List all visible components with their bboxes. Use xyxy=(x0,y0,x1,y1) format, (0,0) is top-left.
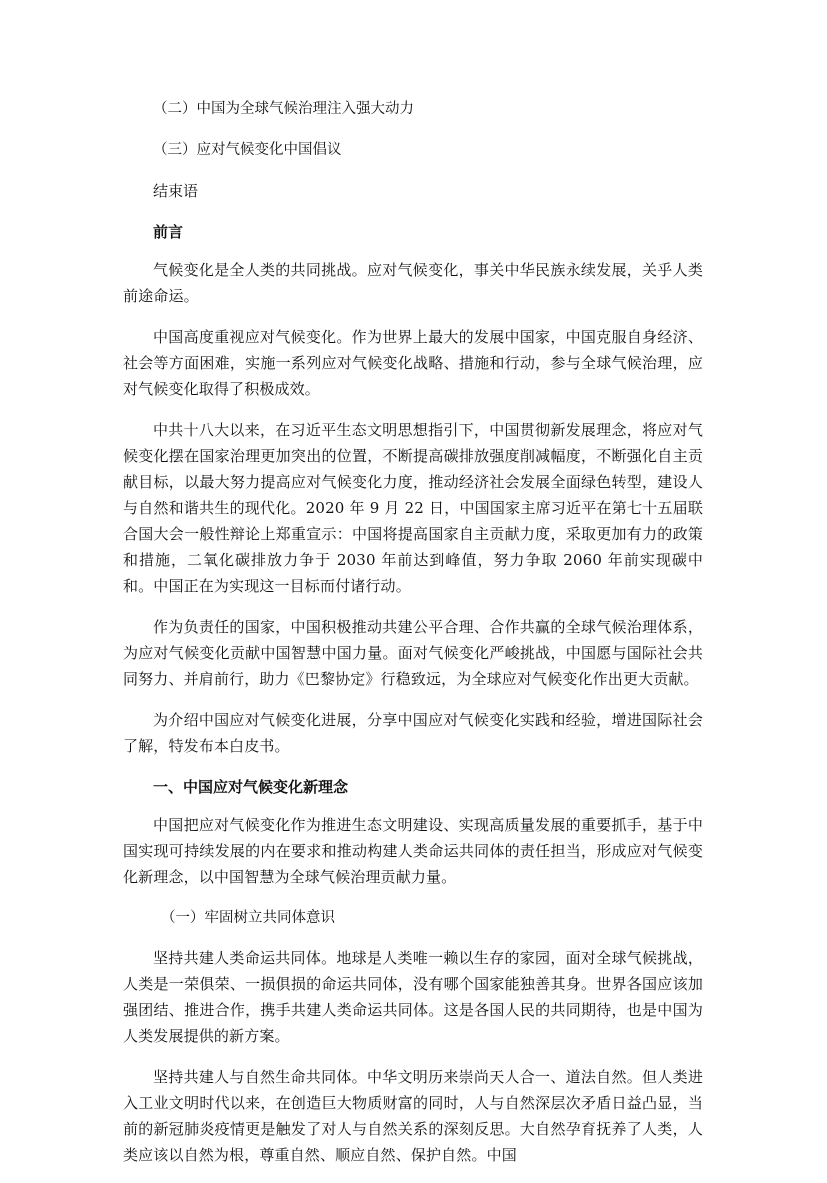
toc-item-2: （二）中国为全球气候治理注入强大动力 xyxy=(153,101,414,117)
toc-item-3: （三）应对气候变化中国倡议 xyxy=(153,142,342,158)
section-heading: 一、中国应对气候变化新理念 xyxy=(153,778,349,796)
paragraph: 坚持共建人与自然生命共同体。中华文明历来崇尚天人合一、道法自然。但人类进入工业文明时代以来，在创造巨大物质财富的同时，人与自然深层次矛盾日益凸显，当前的新冠肺炎疫情更是触发了对人与自然关系的深刻反思。大自然孕育抚养了人类，人类应该以自然为根，尊重自然、顺应自然、保护自然。中国 xyxy=(123,1068,703,1164)
section-intro: 中国把应对气候变化作为推进生态文明建设、实现高质量发展的重要抓手，基于中国实现可持续发展的内在要求和推动构建人类命运共同体的责任担当，形成应对气候变化新理念，以中国智慧为全球气候治理贡献力量。 xyxy=(123,816,703,886)
paragraph: 为介绍中国应对气候变化进展，分享中国应对气候变化实践和经验，增进国际社会了解，特发布本白皮书。 xyxy=(123,711,703,755)
paragraph: 中共十八大以来，在习近平生态文明思想指引下，中国贯彻新发展理念，将应对气候变化摆在国家治理更加突出的位置，不断提高碳排放强度削减幅度，不断强化自主贡献目标，以最大努力提高应对气候变化力度，推动经济社会发展全面绿色转型，建设人与自然和谐共生的现代化。2020 年 9 月 22 日，中国国家主席习近平在第七十五届联合国大会一般性辩论上郑重宣示：中国将提高国家自主贡献力度，采取更加有力的政策和措施，二氧化碳排放力争于 2030 年前达到峰值，努力争取 2060 年前实现碳中和。中国正在为实现这一目标而付诸行动。 xyxy=(123,421,703,595)
paragraph: 中国高度重视应对气候变化。作为世界上最大的发展中国家，中国克服自身经济、社会等方面困难，实施一系列应对气候变化战略、措施和行动，参与全球气候治理，应对气候变化取得了积极成效。 xyxy=(123,328,703,398)
preface-heading: 前言 xyxy=(153,223,184,241)
document-page xyxy=(123,96,703,1183)
paragraph: 坚持共建人类命运共同体。地球是人类唯一赖以生存的家园，面对全球气候挑战，人类是一荣俱荣、一损俱损的命运共同体，没有哪个国家能独善其身。世界各国应该加强团结、推进合作，携手共建人类命运共同体。这是各国人民的共同期待，也是中国为人类发展提供的新方案。 xyxy=(123,949,703,1045)
paragraph: 作为负责任的国家，中国积极推动共建公平合理、合作共赢的全球气候治理体系，为应对气候变化贡献中国智慧中国力量。面对气候变化严峻挑战，中国愿与国际社会共同努力、并肩前行，助力《巴黎协定》行稳致远，为全球应对气候变化作出更大贡献。 xyxy=(123,618,703,688)
paragraph: 气候变化是全人类的共同挑战。应对气候变化，事关中华民族永续发展，关乎人类前途命运。 xyxy=(123,261,703,305)
toc-closing: 结束语 xyxy=(153,182,199,200)
subsection-heading: （一）牢固树立共同体意识 xyxy=(161,910,335,926)
